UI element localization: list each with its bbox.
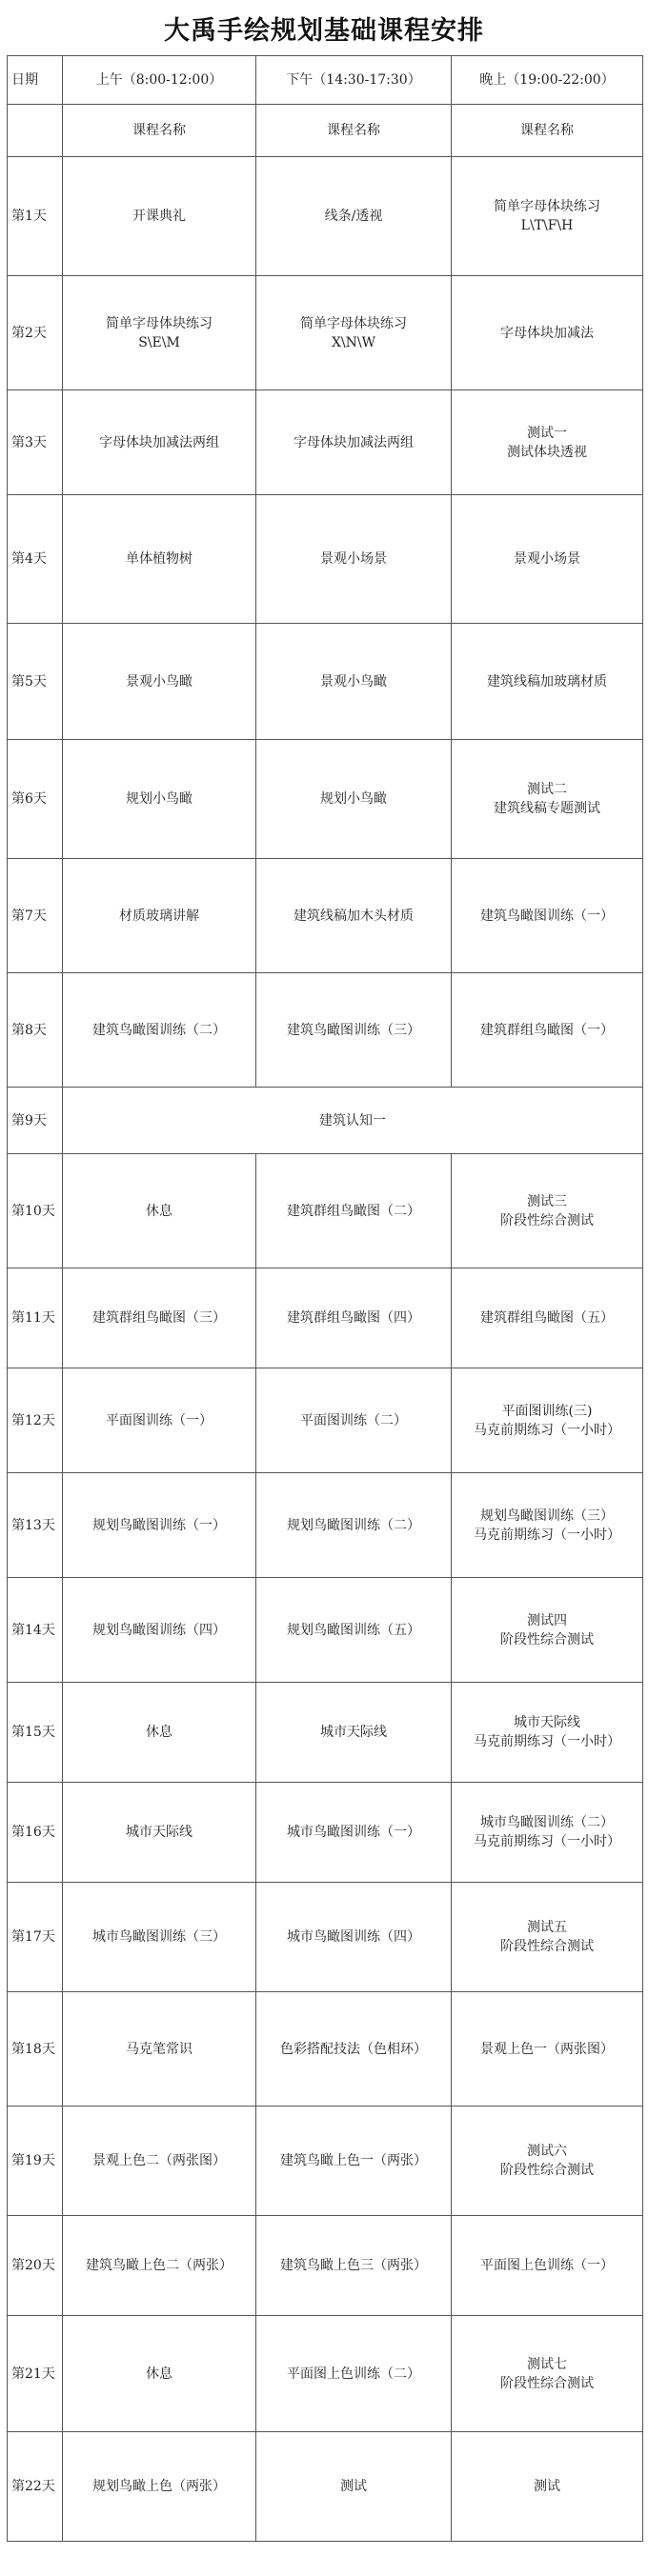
course-name: 休息: [146, 1725, 172, 1740]
course-name: 规划鸟瞰图训练（五）: [287, 1622, 420, 1638]
day-cell: 第5天: [8, 624, 63, 740]
morning-cell: [63, 2216, 256, 2316]
course-name: 城市鸟瞰图训练（二）: [480, 1815, 614, 1830]
course-name: X\N\W: [331, 334, 376, 350]
afternoon-cell: [256, 859, 452, 973]
afternoon-cell: [256, 1992, 452, 2107]
morning-cell: [63, 2107, 256, 2216]
course-name: 阶段性综合测试: [500, 2163, 594, 2178]
course-name: 景观上色一（两张图）: [480, 2041, 614, 2057]
day-cell: 第19天: [8, 2107, 63, 2216]
course-name: 马克前期练习（一小时）: [474, 1527, 620, 1543]
evening-cell: [452, 495, 643, 624]
table-row: [8, 495, 643, 624]
course-name: L\T\F\H: [520, 218, 574, 233]
morning-cell: [63, 740, 256, 859]
table-row: [8, 1473, 643, 1578]
afternoon-cell: [256, 1154, 452, 1268]
evening-cell: [452, 276, 643, 390]
afternoon-cell: [256, 2216, 452, 2316]
evening-cell: [452, 1154, 643, 1268]
course-name: S\E\M: [138, 334, 180, 350]
subheader-afternoon: 课程名称: [256, 105, 452, 157]
day-cell: 第14天: [8, 1578, 63, 1683]
course-name: 建筑群组鸟瞰图（一）: [480, 1022, 614, 1038]
course-name: 阶段性综合测试: [500, 1939, 594, 1954]
afternoon-cell: [256, 1578, 452, 1683]
morning-cell: [63, 495, 256, 624]
afternoon-cell: [256, 276, 452, 390]
morning-cell: [63, 157, 256, 276]
course-name: 建筑线稿专题测试: [494, 801, 600, 816]
morning-cell: [63, 1368, 256, 1473]
course-name: 景观小鸟瞰: [320, 673, 387, 689]
evening-cell: [452, 2216, 643, 2316]
day-cell: 第9天: [8, 1088, 63, 1154]
afternoon-cell: [256, 1683, 452, 1783]
course-name: 城市鸟瞰图训练（四）: [287, 1929, 420, 1945]
header-date: 日期: [8, 56, 63, 105]
course-name: 规划鸟瞰图训练（二）: [287, 1517, 420, 1533]
morning-cell: [63, 859, 256, 973]
table-row: [8, 1683, 643, 1783]
morning-cell: [63, 1883, 256, 1992]
course-name: 城市天际线: [514, 1715, 580, 1730]
evening-cell: [452, 1783, 643, 1883]
morning-cell: [63, 2316, 256, 2432]
header-morning: 上午（8:00-12:00）: [63, 56, 256, 105]
evening-cell: [452, 973, 643, 1088]
day-cell: 第12天: [8, 1368, 63, 1473]
course-name: 测试体块透视: [507, 444, 587, 460]
evening-cell: [452, 1683, 643, 1783]
evening-cell: [452, 157, 643, 276]
day-cell: 第20天: [8, 2216, 63, 2316]
course-name: 景观小鸟瞰: [126, 673, 192, 689]
course-name: 建筑鸟瞰图训练（三）: [287, 1022, 420, 1038]
table-row: [8, 157, 643, 276]
day-cell: 第1天: [8, 157, 63, 276]
course-name: 测试: [340, 2479, 367, 2494]
course-name: 休息: [146, 1203, 172, 1219]
day-cell: 第22天: [8, 2432, 63, 2542]
day-cell: 第16天: [8, 1783, 63, 1883]
header-afternoon: 下午（14:30-17:30）: [256, 56, 452, 105]
course-name: 景观小场景: [320, 551, 387, 567]
course-name: 简单字母体块练习: [494, 199, 600, 214]
course-name: 规划鸟瞰上色（两张）: [92, 2479, 226, 2494]
course-name: 材质玻璃讲解: [119, 908, 199, 924]
course-name: 规划鸟瞰图训练（一）: [92, 1517, 226, 1533]
course-name: 城市天际线: [320, 1725, 387, 1740]
header-row: [8, 56, 643, 105]
afternoon-cell: [256, 390, 452, 495]
morning-cell: [63, 624, 256, 740]
day-cell: 第10天: [8, 1154, 63, 1268]
table-row: [8, 2316, 643, 2432]
course-name: 建筑群组鸟瞰图（二）: [287, 1203, 420, 1219]
course-name: 建筑鸟瞰上色一（两张）: [280, 2153, 427, 2168]
course-name: 开课典礼: [132, 209, 186, 224]
table-row: [8, 1088, 643, 1154]
course-name: 色彩搭配技法（色相环）: [280, 2041, 427, 2057]
evening-cell: [452, 1268, 643, 1368]
course-name: 景观上色二（两张图）: [92, 2153, 226, 2168]
course-name: 城市鸟瞰图训练（一）: [287, 1825, 420, 1840]
subheader-evening: 课程名称: [452, 105, 643, 157]
evening-cell: [452, 859, 643, 973]
table-row: [8, 1783, 643, 1883]
course-name: 建筑鸟瞰图训练（一）: [480, 908, 614, 924]
afternoon-cell: [256, 1268, 452, 1368]
table-row: [8, 1368, 643, 1473]
day-cell: 第6天: [8, 740, 63, 859]
day-cell: 第13天: [8, 1473, 63, 1578]
course-name: 测试七: [527, 2356, 567, 2372]
course-name: 马克前期练习（一小时）: [474, 1734, 620, 1749]
course-name: 阶段性综合测试: [500, 1212, 594, 1228]
course-name: 景观小场景: [514, 551, 580, 567]
morning-cell: [63, 1683, 256, 1783]
course-name: 测试: [534, 2479, 560, 2494]
table-row: [8, 1268, 643, 1368]
table-row: [8, 1883, 643, 1992]
course-name: 马克前期练习（一小时）: [474, 1422, 620, 1438]
course-name: 测试六: [527, 2144, 567, 2159]
evening-cell: [452, 1473, 643, 1578]
afternoon-cell: [256, 1368, 452, 1473]
afternoon-cell: [256, 624, 452, 740]
day-cell: 第8天: [8, 973, 63, 1088]
table-row: [8, 276, 643, 390]
course-name: 平面图训练(三): [501, 1403, 593, 1419]
morning-cell: [63, 276, 256, 390]
morning-cell: [63, 1268, 256, 1368]
table-row: [8, 2216, 643, 2316]
afternoon-cell: [256, 2432, 452, 2542]
course-name: 建筑线稿加玻璃材质: [487, 673, 607, 689]
afternoon-cell: [256, 1783, 452, 1883]
evening-cell: [452, 1992, 643, 2107]
table-row: [8, 859, 643, 973]
course-name: 测试二: [527, 782, 567, 797]
evening-cell: [452, 2107, 643, 2216]
evening-cell: [452, 390, 643, 495]
course-name: 建筑群组鸟瞰图（四）: [287, 1310, 420, 1326]
table-row: [8, 2107, 643, 2216]
table-row: [8, 624, 643, 740]
course-name: 规划小鸟瞰: [126, 791, 192, 807]
course-name: 规划鸟瞰图训练（四）: [92, 1622, 226, 1638]
afternoon-cell: [256, 495, 452, 624]
course-name: 字母体块加减法两组: [294, 434, 414, 450]
day-cell: 第4天: [8, 495, 63, 624]
day-cell: 第11天: [8, 1268, 63, 1368]
course-name: 线条/透视: [324, 209, 383, 224]
morning-cell: [63, 973, 256, 1088]
subheader-row: [8, 105, 643, 157]
schedule-table: [7, 55, 643, 2542]
header-evening: 晚上（19:00-22:00）: [452, 56, 643, 105]
course-name: 单体植物树: [126, 551, 192, 567]
table-row: [8, 1578, 643, 1683]
subheader-empty: [8, 105, 63, 157]
table-row: [8, 2432, 643, 2542]
morning-cell: [63, 1578, 256, 1683]
course-name: 马克笔常识: [126, 2041, 192, 2057]
course-name: 测试三: [527, 1193, 567, 1209]
day-cell: 第18天: [8, 1992, 63, 2107]
evening-cell: [452, 2432, 643, 2542]
morning-cell: [63, 1992, 256, 2107]
afternoon-cell: [256, 740, 452, 859]
day-cell: 第21天: [8, 2316, 63, 2432]
course-name: 马克前期练习（一小时）: [474, 1834, 620, 1849]
day-cell: 第7天: [8, 859, 63, 973]
course-name: 建筑认知一: [319, 1112, 386, 1128]
page-title: 大禹手绘规划基础课程安排: [164, 15, 484, 46]
morning-cell: [63, 1154, 256, 1268]
day-cell: 第15天: [8, 1683, 63, 1783]
course-name: 城市鸟瞰图训练（三）: [92, 1929, 226, 1945]
evening-cell: [452, 1883, 643, 1992]
course-name: 城市天际线: [126, 1825, 192, 1840]
course-name: 简单字母体块练习: [300, 315, 407, 331]
afternoon-cell: [256, 2107, 452, 2216]
course-name: 简单字母体块练习: [106, 315, 213, 331]
course-name: 休息: [146, 2366, 172, 2382]
course-name: 建筑群组鸟瞰图（五）: [480, 1310, 614, 1326]
afternoon-cell: [256, 157, 452, 276]
course-name: 建筑鸟瞰图训练（二）: [92, 1022, 226, 1038]
course-name: 规划小鸟瞰: [320, 791, 387, 807]
course-name: 阶段性综合测试: [500, 1631, 594, 1647]
table-row: [8, 1154, 643, 1268]
course-name: 建筑线稿加木头材质: [294, 908, 414, 924]
course-name: 平面图上色训练（二）: [287, 2366, 420, 2382]
full-cell: [63, 1088, 643, 1154]
evening-cell: [452, 1368, 643, 1473]
table-row: [8, 973, 643, 1088]
evening-cell: [452, 2316, 643, 2432]
afternoon-cell: [256, 2316, 452, 2432]
morning-cell: [63, 2432, 256, 2542]
course-name: 建筑鸟瞰上色三（两张）: [280, 2258, 427, 2273]
course-name: 平面图训练（一）: [106, 1412, 213, 1428]
course-name: 测试一: [527, 425, 567, 441]
course-name: 测试四: [527, 1612, 567, 1628]
course-name: 平面图训练（二）: [300, 1412, 407, 1428]
morning-cell: [63, 390, 256, 495]
table-row: [8, 390, 643, 495]
course-name: 阶段性综合测试: [500, 2375, 594, 2391]
course-name: 规划鸟瞰图训练（三）: [480, 1508, 614, 1524]
day-cell: 第2天: [8, 276, 63, 390]
day-cell: 第17天: [8, 1883, 63, 1992]
evening-cell: [452, 624, 643, 740]
afternoon-cell: [256, 973, 452, 1088]
day-cell: 第3天: [8, 390, 63, 495]
evening-cell: [452, 1578, 643, 1683]
morning-cell: [63, 1783, 256, 1883]
table-row: [8, 1992, 643, 2107]
course-name: 字母体块加减法两组: [99, 434, 219, 450]
evening-cell: [452, 740, 643, 859]
afternoon-cell: [256, 1883, 452, 1992]
course-name: 字母体块加减法: [500, 325, 594, 341]
subheader-morning: 课程名称: [63, 105, 256, 157]
morning-cell: [63, 1473, 256, 1578]
course-name: 建筑鸟瞰上色二（两张）: [86, 2258, 233, 2273]
table-row: [8, 740, 643, 859]
afternoon-cell: [256, 1473, 452, 1578]
course-name: 平面图上色训练（一）: [480, 2258, 614, 2273]
course-name: 建筑群组鸟瞰图（三）: [92, 1310, 226, 1326]
course-name: 测试五: [527, 1920, 567, 1935]
